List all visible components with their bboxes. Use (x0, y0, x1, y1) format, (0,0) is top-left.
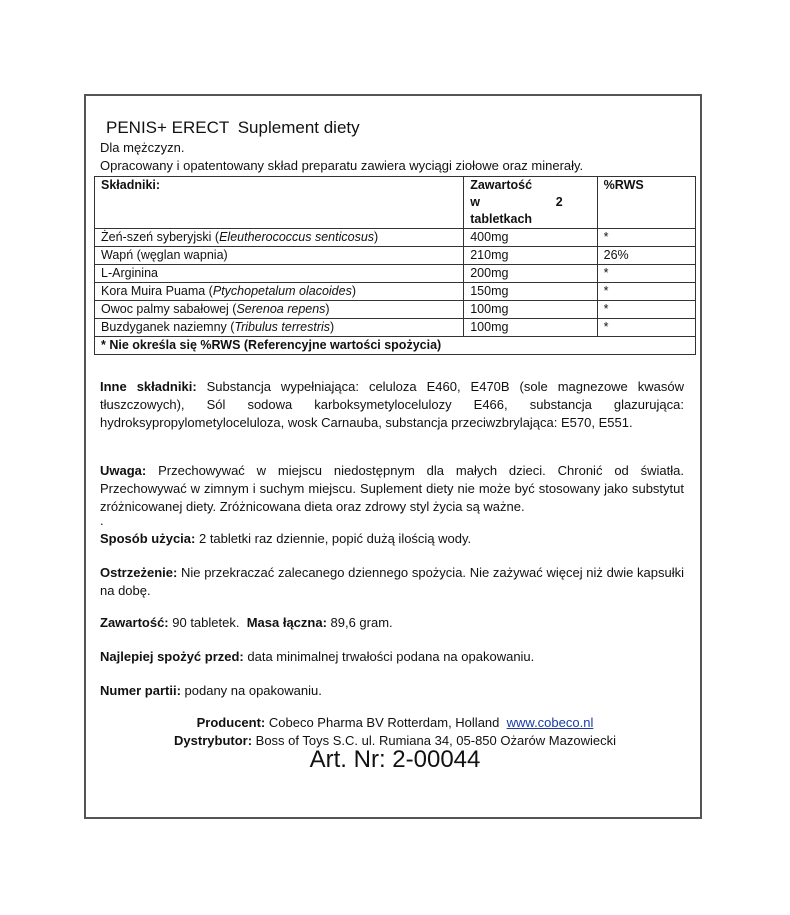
rws-footnote: * Nie określa się %RWS (Referencyjne wartości spożycia) (95, 337, 696, 355)
mass-value: 89,6 gram. (326, 615, 393, 630)
distributor-text: Boss of Toys S.C. ul. Rumiana 34, 05-850 Ożarów Mazowiecki (252, 733, 616, 748)
producer-website-link[interactable]: www.cobeco.nl (506, 715, 594, 730)
product-subtitle: Suplement diety (237, 118, 360, 137)
table-row (95, 265, 696, 283)
ingredient-name: Żeń-szeń syberyjski (Eleutherococcus senticosus) (95, 229, 464, 247)
col-rws: %RWS (597, 177, 695, 229)
best-before-section (100, 648, 684, 666)
ingredient-name: Kora Muira Puama (Ptychopetalum olacoides) (95, 283, 464, 301)
ingredient-name: Wapń (węglan wapnia) (95, 247, 464, 265)
ingredient-amount: 400mg (464, 229, 597, 247)
producer-label: Producent: (196, 715, 266, 730)
warning-label: Uwaga: (100, 463, 147, 478)
ingredients-table (94, 176, 696, 355)
table-footnote-row (95, 337, 696, 355)
other-ingredients-label: Inne składniki: (100, 379, 197, 394)
warning-text: Przechowywać w miejscu niedostępnym dla małych dzieci. Chronić od światła. Przechowywać w zimnym i suchym miejscu. Suplement diety nie może być stosowany jako substytut zróżnicowanej diety. Zróżnicowana dieta oraz zdrowy styl życia są ważne. (100, 463, 684, 514)
ingredient-amount: 150mg (464, 283, 597, 301)
ingredient-rws: * (597, 265, 695, 283)
ingredient-rws: * (597, 283, 695, 301)
product-label (84, 94, 702, 819)
col-content-line3: tabletkach (470, 212, 533, 226)
producer-line (86, 714, 704, 732)
batch-label: Numer partii: (100, 683, 181, 698)
table-row (95, 319, 696, 337)
col-content-w: w (470, 195, 480, 209)
article-number: Art. Nr: 2-00044 (309, 746, 481, 773)
table-row (95, 229, 696, 247)
product-description: Opracowany i opatentowany skład preparatu zawiera wyciągi ziołowe oraz minerały. (100, 158, 584, 173)
col-ingredients: Składniki: (95, 177, 464, 229)
caution-label: Ostrzeżenie: (100, 565, 178, 580)
ingredient-amount: 100mg (464, 301, 597, 319)
other-ingredients-text: Substancja wypełniająca: celuloza E460, E470B (sole magnezowe kwasów tłuszczowych), Sól sodowa karboksymetylocelulozy E466, substancja glazurująca: hydroksypropylometyloceluloza, wosk Carnauba, substancja przeciwzbrylająca: E570, E551. (100, 379, 684, 430)
col-content (464, 177, 597, 229)
ingredient-amount: 100mg (464, 319, 597, 337)
contents-section (100, 614, 684, 632)
producer-text: Cobeco Pharma BV Rotterdam, Holland (265, 715, 500, 730)
batch-section (100, 682, 684, 700)
col-content-line1: Zawartość (470, 178, 533, 192)
contents-value: 90 tabletek. (168, 615, 240, 630)
ingredient-rws: * (597, 319, 695, 337)
ingredient-rws: 26% (597, 247, 695, 265)
distributor-label: Dystrybutor: (174, 733, 253, 748)
ingredient-name: L-Arginina (95, 265, 464, 283)
product-brand: PENIS+ ERECT (106, 118, 229, 137)
ingredient-name: Buzdyganek naziemny (Tribulus terrestris) (95, 319, 464, 337)
usage-section (100, 530, 684, 548)
usage-text: 2 tabletki raz dziennie, popić dużą ilością wody. (195, 531, 472, 546)
table-header-row (95, 177, 696, 229)
ingredient-amount: 210mg (464, 247, 597, 265)
best-before-label: Najlepiej spożyć przed: (100, 649, 244, 664)
contents-label: Zawartość: (100, 615, 169, 630)
mass-label: Masa łączna: (246, 615, 327, 630)
ingredient-amount: 200mg (464, 265, 597, 283)
ingredient-rws: * (597, 301, 695, 319)
caution-text: Nie przekraczać zalecanego dziennego spożycia. Nie zażywać więcej niż dwie kapsułki na dobę. (100, 565, 684, 598)
table-row (95, 247, 696, 265)
warning-section (100, 462, 684, 526)
product-title (106, 118, 360, 138)
col-content-2: 2 (555, 195, 563, 209)
ingredient-name: Owoc palmy sabałowej (Serenoa repens) (95, 301, 464, 319)
other-ingredients (100, 378, 684, 432)
best-before-text: data minimalnej trwałości podana na opakowaniu. (243, 649, 535, 664)
target-audience: Dla mężczyzn. (100, 140, 185, 155)
table-row (95, 301, 696, 319)
table-row (95, 283, 696, 301)
batch-text: podany na opakowaniu. (180, 683, 322, 698)
caution-section (100, 564, 684, 600)
col-content-line2 (470, 194, 590, 211)
warning-dot: . (100, 513, 104, 528)
ingredient-rws: * (597, 229, 695, 247)
usage-label: Sposób użycia: (100, 531, 196, 546)
